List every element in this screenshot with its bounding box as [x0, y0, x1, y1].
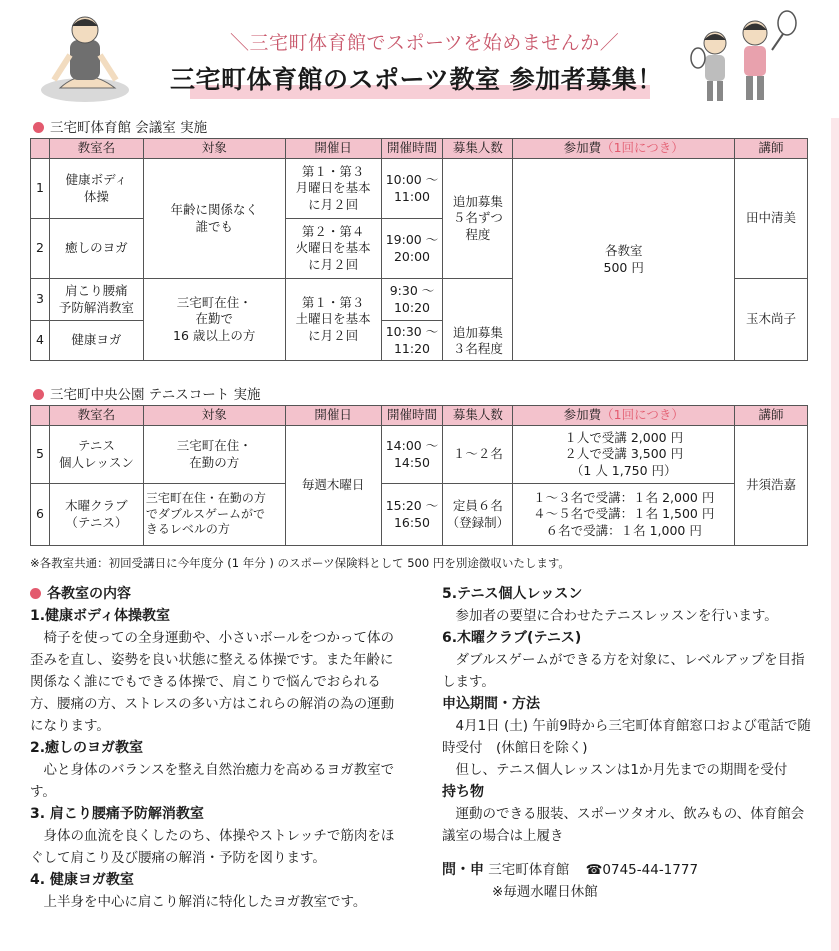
table-row — [31, 484, 808, 546]
header-target: 対象 — [143, 406, 285, 426]
header-time: 開催時間 — [381, 406, 443, 426]
header-class-name: 教室名 — [49, 406, 143, 426]
items-description: 運動のできる服装、スポーツタオル、飲みもの、体育館会議室の場合は上履き — [442, 806, 805, 844]
instructor-cell: 井須浩嘉 — [735, 426, 808, 546]
class6-description: ダブルスゲームができる方を対象に、レベルアップを目指します。 — [442, 652, 805, 690]
row-number: 1 — [31, 159, 50, 219]
class-name: 肩こり腰痛 予防解消教室 — [49, 279, 143, 321]
apply-description: 4月1日 (土) 午前9時から三宅町体育館窓口および電話で随時受付 (休館日を除く) — [442, 718, 811, 756]
section-heading-gym: 三宅町体育館 会議室 実施 — [33, 116, 207, 136]
contact-name: 三宅町体育館 — [488, 862, 570, 878]
bullet-icon — [30, 588, 41, 599]
capacity-cell: １～２名 — [443, 426, 513, 484]
header-subtitle: ＼三宅町体育館でスポーツを始めませんか／ — [230, 32, 620, 54]
class3-title: 3. 肩こり腰痛予防解消教室 — [30, 806, 204, 822]
capacity-cell: 定員６名 （登録制） — [443, 484, 513, 546]
table-header-row — [31, 139, 808, 159]
header-banner — [0, 0, 839, 115]
time-cell: 15:20 ～ 16:50 — [381, 484, 443, 546]
table-row — [31, 426, 808, 484]
time-cell: 10:00 ～ 11:00 — [381, 159, 443, 219]
header-no — [31, 406, 50, 426]
header-instructor: 講師 — [735, 406, 808, 426]
fee-cell: １人で受講 2,000 円 ２人で受講 3,500 円 （1 人 1,750 円） — [513, 426, 735, 484]
class6-title: 6.木曜クラブ(テニス) — [442, 630, 582, 646]
contents-right-column — [442, 583, 812, 903]
row-number: 4 — [31, 321, 50, 361]
header-capacity: 募集人数 — [443, 139, 513, 159]
header-no — [31, 139, 50, 159]
closed-day-note: ※毎週水曜日休館 — [492, 884, 598, 900]
apply-note: 但し、テニス個人レッスンは1か月先までの期間を受付 — [455, 762, 788, 778]
time-cell: 9:30 ～ 10:20 — [381, 279, 443, 321]
row-number: 5 — [31, 426, 50, 484]
items-title: 持ち物 — [442, 784, 484, 800]
target-cell: 年齢に関係なく 誰でも — [143, 159, 285, 279]
header-target: 対象 — [143, 139, 285, 159]
target-cell: 三宅町在住・在勤の方 でダブルスゲームがで きるレベルの方 — [143, 484, 285, 546]
page-edge — [831, 118, 839, 951]
fee-cell: １～３名で受講：１名 2,000 円 ４～５名で受講：１名 1,500 円 ６名で受講：１名 1,000 円 — [513, 484, 735, 546]
instructor-cell: 玉木尚子 — [735, 279, 808, 361]
contents-left-column — [30, 583, 402, 913]
capacity-cell: 追加募集 ３名程度 — [443, 279, 513, 361]
gym-classes-table — [30, 138, 808, 361]
target-cell: 三宅町在住・ 在勤の方 — [143, 426, 285, 484]
instructor-cell: 田中清美 — [735, 159, 808, 279]
header-time: 開催時間 — [381, 139, 443, 159]
class5-description: 参加者の要望に合わせたテニスレッスンを行います。 — [455, 608, 778, 624]
class4-title: 4. 健康ヨガ教室 — [30, 872, 134, 888]
contact-line — [442, 859, 812, 881]
row-number: 2 — [31, 219, 50, 279]
bullet-icon — [33, 389, 44, 400]
class-name: 健康ヨガ — [49, 321, 143, 361]
contact-label: 問・申 — [442, 862, 484, 878]
time-cell: 14:00 ～ 14:50 — [381, 426, 443, 484]
footnote: ※各教室共通：初回受講日に今年度分 (1 年分 ) のスポーツ保険料として 500 円を別途徴収いたします。 — [30, 556, 570, 570]
tennis-kids-illustration — [690, 8, 800, 108]
class3-description: 身体の血流を良くしたのち、体操やストレッチで筋肉をほぐして肩こり及び腰痛の解消・予防を図ります。 — [30, 828, 395, 866]
tennis-classes-table — [30, 405, 808, 546]
header-date: 開催日 — [285, 406, 381, 426]
page-title: 三宅町体育館のスポーツ教室 参加者募集！ — [170, 65, 663, 94]
class-name: 木曜クラブ （テニス） — [49, 484, 143, 546]
class-name: テニス 個人レッスン — [49, 426, 143, 484]
class-name: 癒しのヨガ — [49, 219, 143, 279]
apply-title: 申込期間・方法 — [442, 696, 540, 712]
date-cell: 第１・第３ 土曜日を基本 に月２回 — [285, 279, 381, 361]
date-cell: 第２・第４ 火曜日を基本 に月２回 — [285, 219, 381, 279]
header-instructor: 講師 — [735, 139, 808, 159]
date-cell: 第１・第３ 月曜日を基本 に月２回 — [285, 159, 381, 219]
class5-title: 5.テニス個人レッスン — [442, 586, 583, 602]
contact-phone: ☎0745-44-1777 — [585, 862, 699, 878]
time-cell: 10:30 ～ 11:20 — [381, 321, 443, 361]
class-name: 健康ボディ 体操 — [49, 159, 143, 219]
class1-description: 椅子を使っての全身運動や、小さいボールをつかって体の歪みを直し、姿勢を良い状態に整える体操です。また年齢に関係なく誰にでもできる体操で、肩こりで悩んでおられる方、腰痛の方、ストレスの多い方はこれらの解消の為の運動になります。 — [30, 630, 395, 734]
fee-cell: 各教室 500 円 — [513, 159, 735, 361]
date-cell: 毎週木曜日 — [285, 426, 381, 546]
table-header-row — [31, 406, 808, 426]
bullet-icon — [33, 122, 44, 133]
header-fee: 参加費（1回につき） — [513, 406, 735, 426]
contents-heading: 各教室の内容 — [30, 583, 402, 605]
class2-description: 心と身体のバランスを整え自然治癒力を高めるヨガ教室です。 — [30, 762, 395, 800]
header-class-name: 教室名 — [49, 139, 143, 159]
header-fee: 参加費（1回につき） — [513, 139, 735, 159]
section-heading-tennis: 三宅町中央公園 テニスコート 実施 — [33, 383, 261, 403]
yoga-person-illustration — [40, 10, 130, 105]
capacity-cell: 追加募集 ５名ずつ 程度 — [443, 159, 513, 279]
time-cell: 19:00 ～ 20:00 — [381, 219, 443, 279]
row-number: 6 — [31, 484, 50, 546]
target-cell: 三宅町在住・ 在勤で 16 歳以上の方 — [143, 279, 285, 361]
row-number: 3 — [31, 279, 50, 321]
class2-title: 2.癒しのヨガ教室 — [30, 740, 144, 756]
header-date: 開催日 — [285, 139, 381, 159]
class1-title: 1.健康ボディ体操教室 — [30, 608, 170, 624]
header-capacity: 募集人数 — [443, 406, 513, 426]
table-row — [31, 159, 808, 219]
class4-description: 上半身を中心に肩こり解消に特化したヨガ教室です。 — [43, 894, 367, 910]
